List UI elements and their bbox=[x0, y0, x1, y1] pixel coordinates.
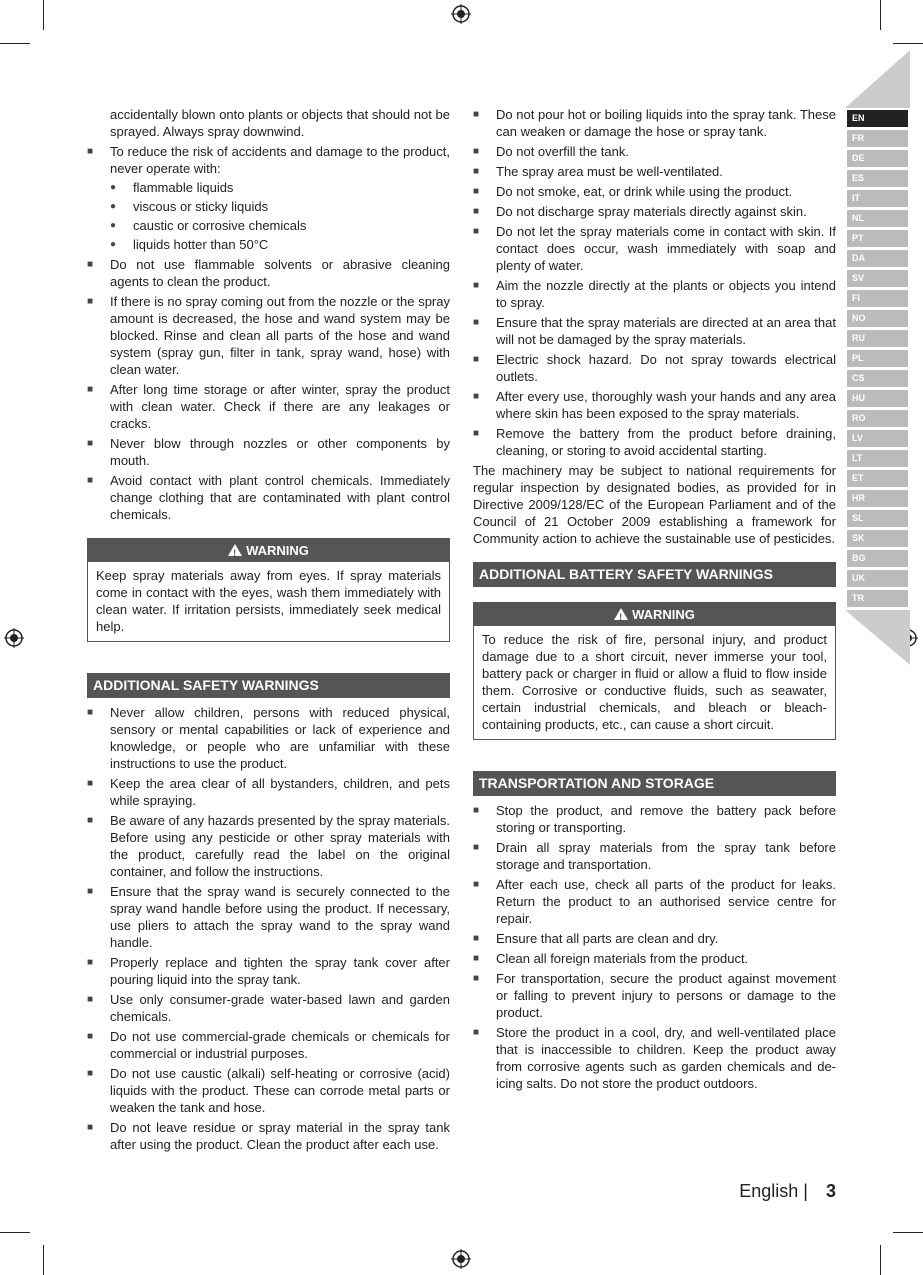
list-item: ■ After every use, thoroughly wash your hands and any area where skin has been exposed to the spray materials. bbox=[473, 388, 836, 422]
list-item: ■ Clean all foreign materials from the product. bbox=[473, 950, 836, 967]
language-tab[interactable]: RU bbox=[847, 330, 908, 347]
page-footer bbox=[739, 1181, 836, 1202]
list-item: ■ For transportation, secure the product against movement or falling to prevent injury to persons or damage to the product. bbox=[473, 970, 836, 1021]
language-tab[interactable]: CS bbox=[847, 370, 908, 387]
list-item: ■ Ensure that the spray materials are directed at an area that will not be damaged by the spray materials. bbox=[473, 314, 836, 348]
page-number: 3 bbox=[825, 1181, 836, 1201]
list-item: ■ Do not leave residue or spray material in the spray tank after using the product. Clean the product after each use. bbox=[87, 1119, 450, 1153]
left-column bbox=[87, 106, 450, 1156]
language-tab[interactable]: PL bbox=[847, 350, 908, 367]
list-item: ■ Do not discharge spray materials directly against skin. bbox=[473, 203, 836, 220]
list-item bbox=[87, 143, 450, 253]
language-tab[interactable]: HU bbox=[847, 390, 908, 407]
sub-list-item: ● liquids hotter than 50°C bbox=[110, 236, 450, 253]
language-tab[interactable]: NO bbox=[847, 310, 908, 327]
list-item: ■ Properly replace and tighten the spray tank cover after pouring liquid into the spray tank. bbox=[87, 954, 450, 988]
language-tabs bbox=[847, 110, 908, 610]
language-tab[interactable]: SV bbox=[847, 270, 908, 287]
language-tab[interactable]: SK bbox=[847, 530, 908, 547]
list-item: ■ Use only consumer-grade water-based lawn and garden chemicals. bbox=[87, 991, 450, 1025]
sub-list-item: ● flammable liquids bbox=[110, 179, 450, 196]
language-tab[interactable]: RO bbox=[847, 410, 908, 427]
language-tab[interactable]: DE bbox=[847, 150, 908, 167]
list-item: ■ Stop the product, and remove the battery pack before storing or transporting. bbox=[473, 802, 836, 836]
warning-text: Keep spray materials away from eyes. If spray materials come in contact with the eyes, wash them immediately with clean water. If irritation persists, immediately seek medical help. bbox=[96, 568, 441, 634]
list-item: ■ Do not use flammable solvents or abrasive cleaning agents to clean the product. bbox=[87, 256, 450, 290]
registration-mark-top bbox=[451, 4, 471, 24]
warning-icon bbox=[614, 608, 628, 620]
list-item: ■ After long time storage or after winter, spray the product with clean water. Check if there are any leakages or cracks. bbox=[87, 381, 450, 432]
list-item: ■ Drain all spray materials from the spray tank before storage and transportation. bbox=[473, 839, 836, 873]
language-tab[interactable]: EN bbox=[847, 110, 908, 127]
registration-mark-bottom bbox=[451, 1249, 471, 1269]
language-tab[interactable]: LT bbox=[847, 450, 908, 467]
list-item: ■ The spray area must be well-ventilated. bbox=[473, 163, 836, 180]
warning-text: To reduce the risk of fire, personal injury, and product damage due to a short circuit, never immerse your tool, battery pack or charger in fluid or allow a fluid to flow inside them. Corrosive or conductive fluids, such as seawater, certain industrial chemicals, and bleach or bleach-containing products, etc., can cause a short circuit. bbox=[482, 632, 827, 732]
sub-list-item: ● viscous or sticky liquids bbox=[110, 198, 450, 215]
language-tab[interactable]: TR bbox=[847, 590, 908, 607]
section-heading: ADDITIONAL BATTERY SAFETY WARNINGS bbox=[473, 562, 836, 587]
language-tab[interactable]: IT bbox=[847, 190, 908, 207]
right-column bbox=[473, 106, 836, 1095]
list-item: ■ Never allow children, persons with reduced physical, sensory or mental capabilities or lack of experience and knowledge, or people who are unfamiliar with these instructions to use the product. bbox=[87, 704, 450, 772]
warning-box bbox=[473, 602, 836, 740]
language-tab[interactable]: NL bbox=[847, 210, 908, 227]
list-item: ■ Keep the area clear of all bystanders, children, and pets while spraying. bbox=[87, 775, 450, 809]
warning-title: !WARNING bbox=[88, 539, 449, 562]
registration-mark-left bbox=[4, 628, 24, 648]
list-item: ■ Be aware of any hazards presented by the spray materials. Before using any pesticide or other spray materials with the product, carefully read the label on the original container, and follow the instructions. bbox=[87, 812, 450, 880]
list-item: ■ Avoid contact with plant control chemicals. Immediately change clothing that are contaminated with plant control chemicals. bbox=[87, 472, 450, 523]
language-tab[interactable]: HR bbox=[847, 490, 908, 507]
warning-title: !WARNING bbox=[474, 603, 835, 626]
regulation-paragraph: The machinery may be subject to national requirements for regular inspection by designated bodies, as provided for in Directive 2009/128/EC of the European Parliament and of the Council of 21 October 2009 establishing a framework for Community action to achieve the sustainable use of pesticides. bbox=[473, 463, 836, 546]
list-item: ■ Do not pour hot or boiling liquids into the spray tank. These can weaken or damage the hose or spray tank. bbox=[473, 106, 836, 140]
warning-box bbox=[87, 538, 450, 642]
list-item: ■ If there is no spray coming out from the nozzle or the spray amount is decreased, the hose and wand system may be blocked. Rinse and clean all parts of the hose and wand system (spray gun, filter in tank, spray wand, hose) with clean water. bbox=[87, 293, 450, 378]
list-item: ■ Store the product in a cool, dry, and well-ventilated place that is inaccessible to children. Keep the product away from corrosive agents such as garden chemicals and de-icing salts. Do not store the product outdoors. bbox=[473, 1024, 836, 1092]
language-tab[interactable]: UK bbox=[847, 570, 908, 587]
language-tab[interactable]: FI bbox=[847, 290, 908, 307]
footer-language: English | bbox=[739, 1181, 808, 1201]
list-item: accidentally blown onto plants or objects that should not be sprayed. Always spray downwind. bbox=[110, 107, 450, 139]
warning-icon bbox=[228, 544, 242, 556]
list-item: ■ Remove the battery from the product before draining, cleaning, or storing to avoid accidental starting. bbox=[473, 425, 836, 459]
language-tab[interactable]: LV bbox=[847, 430, 908, 447]
sub-list-item: ● caustic or corrosive chemicals bbox=[110, 217, 450, 234]
language-tab[interactable]: PT bbox=[847, 230, 908, 247]
section-heading: TRANSPORTATION AND STORAGE bbox=[473, 771, 836, 796]
list-item: ■ Aim the nozzle directly at the plants or objects you intend to spray. bbox=[473, 277, 836, 311]
language-tab[interactable]: DA bbox=[847, 250, 908, 267]
list-item: ■ Do not smoke, eat, or drink while using the product. bbox=[473, 183, 836, 200]
list-item: ■ After each use, check all parts of the product for leaks. Return the product to an authorised service centre for repair. bbox=[473, 876, 836, 927]
language-tab[interactable]: FR bbox=[847, 130, 908, 147]
list-item: ■ Electric shock hazard. Do not spray towards electrical outlets. bbox=[473, 351, 836, 385]
language-tab[interactable]: BG bbox=[847, 550, 908, 567]
language-tab[interactable]: ES bbox=[847, 170, 908, 187]
list-item-text: To reduce the risk of accidents and damage to the product, never operate with: bbox=[110, 144, 450, 176]
list-item: ■ Do not use commercial-grade chemicals or chemicals for commercial or industrial purposes. bbox=[87, 1028, 450, 1062]
list-item: ■ Do not overfill the tank. bbox=[473, 143, 836, 160]
list-item: ■ Never blow through nozzles or other components by mouth. bbox=[87, 435, 450, 469]
list-item: ■ Ensure that all parts are clean and dry. bbox=[473, 930, 836, 947]
list-item: ■ Do not let the spray materials come in contact with skin. If contact does occur, wash immediately with soap and plenty of water. bbox=[473, 223, 836, 274]
list-item: ■ Do not use caustic (alkali) self-heating or corrosive (acid) liquids with the product. These can corrode metal parts or weaken the tank and hose. bbox=[87, 1065, 450, 1116]
language-tab[interactable]: SL bbox=[847, 510, 908, 527]
list-item: ■ Ensure that the spray wand is securely connected to the spray wand handle before using the product. If necessary, use pliers to attach the spray wand to the spray wand handle. bbox=[87, 883, 450, 951]
language-tab[interactable]: ET bbox=[847, 470, 908, 487]
section-heading: ADDITIONAL SAFETY WARNINGS bbox=[87, 673, 450, 698]
